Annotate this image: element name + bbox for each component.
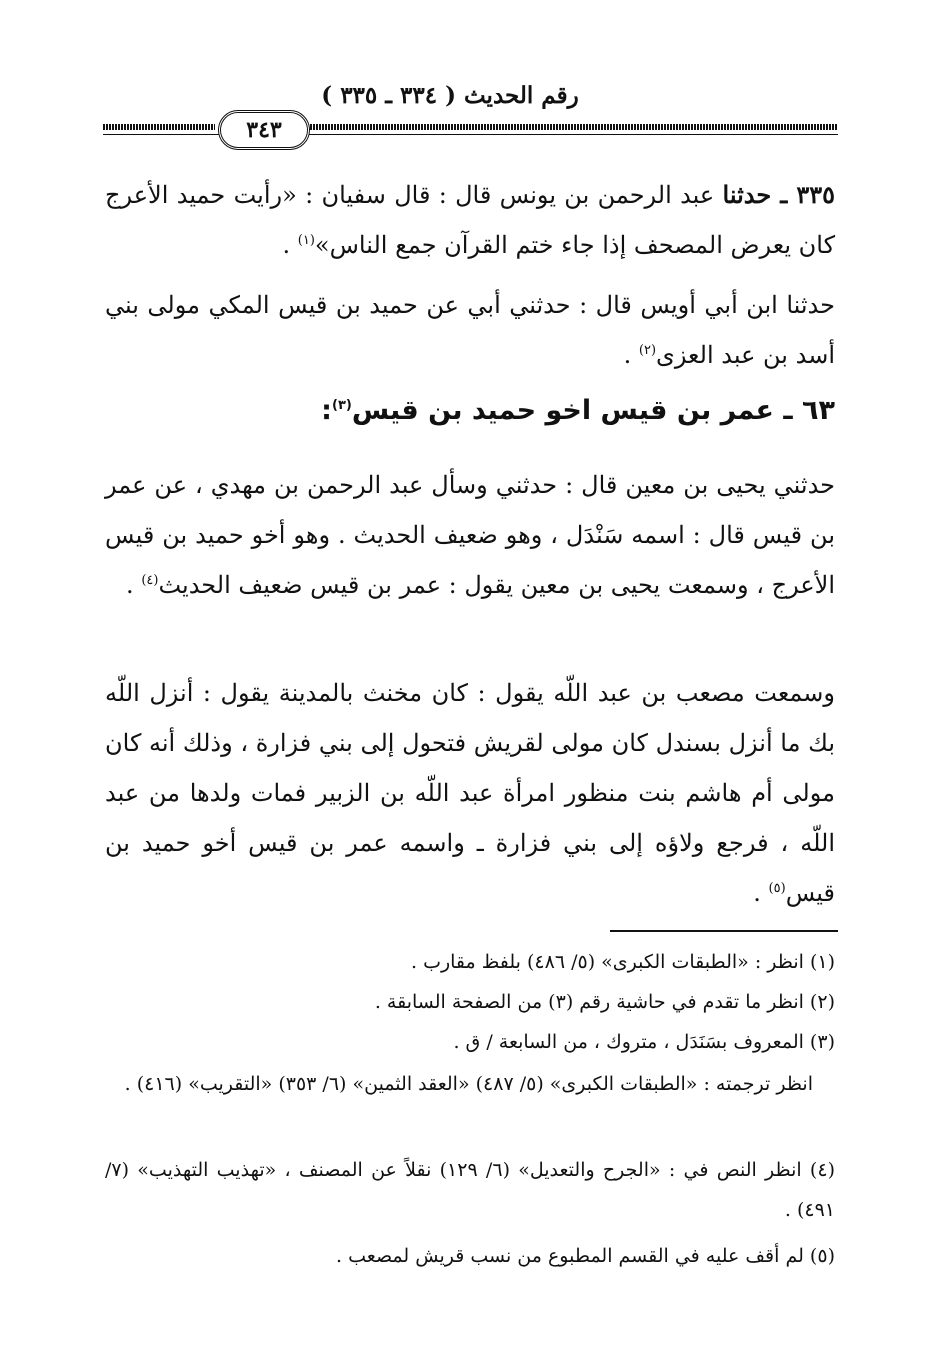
abi-uways-paragraph <box>105 280 835 380</box>
sentence-end: . <box>623 341 639 369</box>
header-rule-left <box>103 124 215 130</box>
hadith-335-paragraph <box>105 170 835 270</box>
footnote-ref-2: (٢) <box>638 343 657 358</box>
sentence-end: . <box>126 571 142 599</box>
footnote-2: (٢) انظر ما تقدم في حاشية رقم (٣) من الصفحة السابقة . <box>374 991 835 1013</box>
heading-colon: : <box>321 395 332 426</box>
header-rule-thin <box>103 134 838 135</box>
footnote-1: (١) انظر : «الطبقات الكبرى» (٥/ ٤٨٦) بلفظ مقارب . <box>410 951 835 973</box>
paragraph-text: وسمعت مصعب بن عبد اللّه يقول : كان مخنث بالمدينة يقول : أنزل اللّه بك ما أنزل بسندل كان مولى لقريش فتحول إلى بني فزارة ، وذلك أنه كان مولى أم هاشم بنت منظور امرأة عبد اللّه بن الزبير فمات ولدها من عبد اللّه ، فرجع ولاؤه إلى بني فزارة ـ واسمه عمر بن قيس أخو حميد بن قيس <box>105 679 835 907</box>
hadith-number: ٣٣٥ ـ حدثنا <box>722 180 835 209</box>
paragraph-text: حدثنا ابن أبي أويس قال : حدثني أبي عن حميد بن قيس المكي مولى بني أسد بن عبد العزى <box>105 291 835 369</box>
footnotes-separator <box>610 930 838 932</box>
paragraph-text: حدثني يحيى بن معين قال : حدثني وسأل عبد الرحمن بن مهدي ، عن عمر بن قيس قال : اسمه سَنْدَل ، وهو ضعيف الحديث . وهو أخو حميد بن قيس الأعرج ، وسمعت يحيى بن معين يقول : عمر بن قيس ضعيف الحديث <box>105 471 835 599</box>
footnote-ref-1: (١) <box>297 233 315 248</box>
footnote-5: (٥) لم أقف عليه في القسم المطبوع من نسب قريش لمصعب . <box>336 1245 835 1267</box>
sentence-end: . <box>282 231 298 259</box>
footnote-3: (٣) المعروف بسَنَدَل ، متروك ، من السابعة / ق . <box>453 1031 835 1053</box>
section-heading <box>105 395 835 426</box>
header-rule-right <box>307 124 838 130</box>
hadith-text: عبد الرحمن بن يونس قال : قال سفيان : «رأيت حميد الأعرج كان يعرض المصحف إذا جاء ختم القرآن جمع الناس» <box>105 181 835 259</box>
sentence-end: . <box>753 879 769 907</box>
footnote-ref-3: (٣) <box>331 398 352 413</box>
footnote-ref-5: (٥) <box>768 881 786 896</box>
page-number-badge: ٣٤٣ <box>218 110 310 150</box>
running-header-title: رقم الحديث ( ٣٣٤ ـ ٣٣٥ ) <box>321 82 579 109</box>
musab-paragraph <box>105 668 835 918</box>
footnote-4: (٤) انظر النص في : «الجرح والتعديل» (٦/ ١٢٩) نقلاً عن المصنف ، «تهذيب التهذيب» (٧/ ٤٩١) . <box>105 1159 835 1221</box>
footnote-ref-4: (٤) <box>141 573 159 588</box>
yahya-paragraph <box>105 460 835 610</box>
section-heading-text: ٦٣ ـ عمر بن قيس اخو حميد بن قيس <box>351 395 835 426</box>
footnote-3-continuation: انظر ترجمته : «الطبقات الكبرى» (٥/ ٤٨٧) «العقد الثمين» (٦/ ٣٥٣) «التقريب» (٤١٦) . <box>124 1073 813 1095</box>
